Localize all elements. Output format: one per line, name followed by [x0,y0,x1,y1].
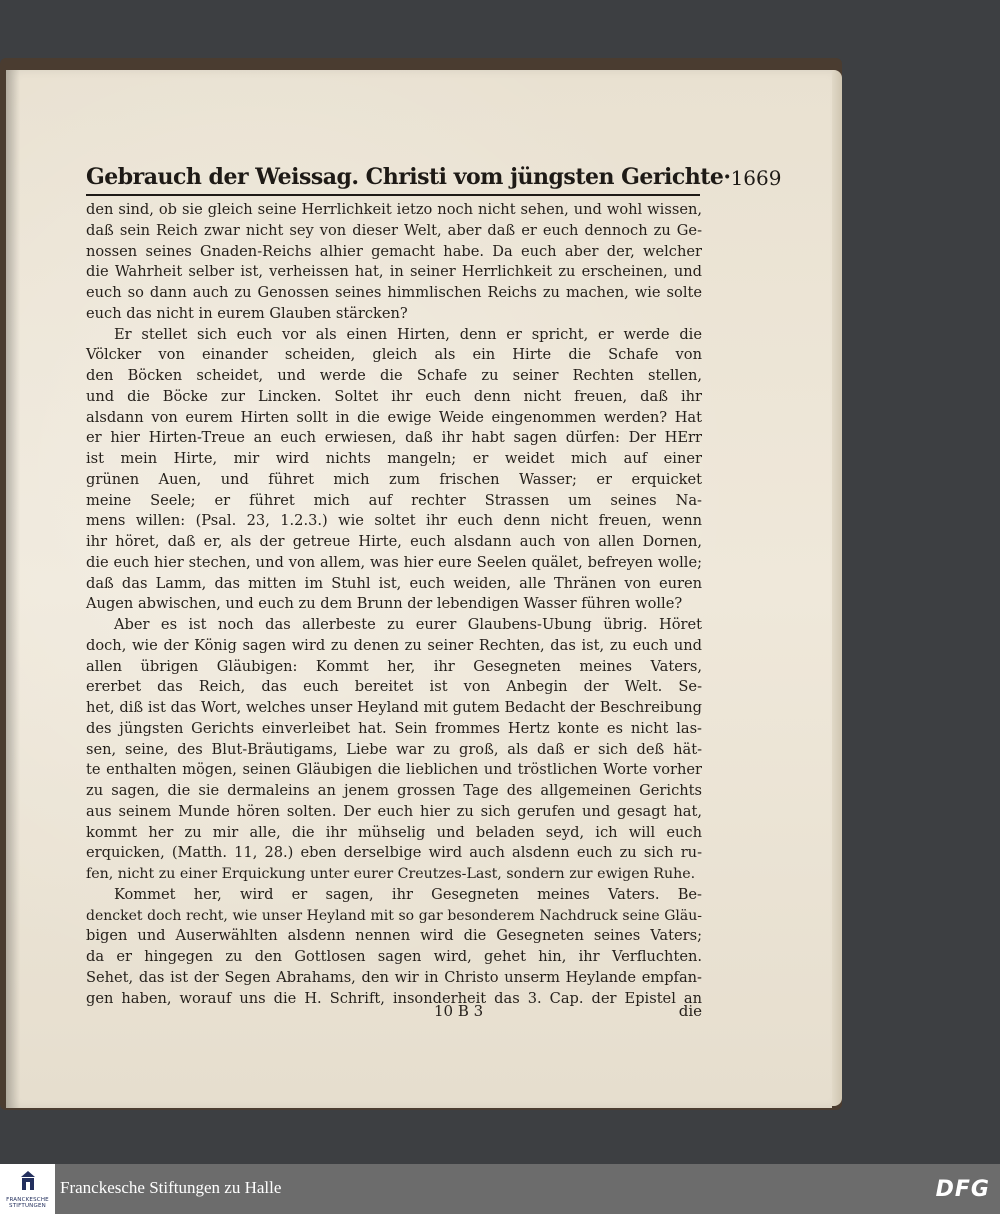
text-line: des jüngsten Gerichts einverleibet hat. Sein frommes Hertz konte es nicht las- [86,719,702,737]
text-line: mens willen: (Psal. 23, 1.2.3.) wie soltet ihr euch denn nicht freuen, wenn [86,512,702,530]
text-line: kommt her zu mir alle, die ihr mühselig und beladen seyd, ich will euch [86,823,702,841]
text-line: te enthalten mögen, seinen Gläubigen die lieblichen und tröstlichen Worte vorher [86,761,702,779]
running-head [86,156,782,196]
text-line: daß das Lamm, das mitten im Stuhl ist, euch weiden, alle Thränen von euren [86,574,702,592]
body-text [86,200,702,1009]
text-line: euch so dann auch zu Genossen seines himmlischen Reichs zu machen, wie solte [86,284,702,301]
page-number: 1669 [730,166,782,190]
text-line: sen, seine, des Blut-Bräutigams, Liebe war zu groß, als daß er sich deß hät- [86,740,702,758]
text-line: gen haben, worauf uns die H. Schrift, insonderheit das 3. Cap. der Epistel an [86,989,702,1007]
text-line: die euch hier stechen, und von allem, was hier eure Seelen quälet, befreyen wolle; [86,553,702,571]
text-line: Völcker von einander scheiden, gleich als ein Hirte die Schafe von [86,346,702,364]
text-line: Sehet, das ist der Segen Abrahams, den wir in Christo unserm Heylande empfan- [86,968,702,986]
signature-mark: 10 B 3 [434,1002,484,1020]
text-line: den sind, ob sie gleich seine Herrlichkeit ietzo noch nicht sehen, und wohl wissen, [86,201,702,218]
text-line: meine Seele; er führet mich auf rechter Strassen um seines Na- [86,491,702,509]
text-line: nossen seines Gnaden-Reichs alhier gemacht habe. Da euch aber der, welcher [86,242,702,260]
building-icon [21,1171,35,1191]
spine-shadow [6,70,20,1108]
text-line: allen übrigen Gläubigen: Kommt her, ihr Gesegneten meines Vaters, [86,657,702,675]
text-line: zu sagen, die sie dermaleins an jenem grossen Tage des allgemeinen Gerichts [86,782,702,799]
text-line: bigen und Auserwählten alsdenn nennen wird die Gesegneten seines Vaters; [86,927,702,945]
text-line: doch, wie der König sagen wird zu denen zu seiner Rechten, das ist, zu euch und [86,636,702,654]
text-line: Kommet her, wird er sagen, ihr Gesegneten meines Vaters. Be- [114,885,702,903]
text-line: aus seinem Munde hören solten. Der euch hier zu sich gerufen und gesagt hat, [86,802,702,820]
institution-name[interactable]: Franckesche Stiftungen zu Halle [60,1178,282,1197]
text-line: fen, nicht zu einer Erquickung unter eurer Creutzes-Last, sondern zur ewigen Ruhe. [86,866,696,882]
text-line: Augen abwischen, und euch zu dem Brunn der lebendigen Wasser führen wolle? [86,595,683,613]
dfg-logo[interactable]: DFG [935,1177,990,1202]
page-foot [86,1002,702,1024]
text-line: und die Böcke zur Lincken. Soltet ihr euch denn nicht freuen, daß ihr [86,387,702,405]
catchword: die [678,1002,702,1020]
text-line: daß sein Reich zwar nicht sey von dieser Welt, aber daß er euch dennoch zu Ge- [86,221,702,239]
text-line: Er stellet sich euch vor als einen Hirten, denn er spricht, er werde die [114,325,702,343]
text-line: grünen Auen, und führet mich zum frischen Wasser; er erquicket [86,470,702,488]
running-head-title: Gebrauch der Weissag. Christi vom jüngsten Gerichte· [86,164,731,190]
text-line: Aber es ist noch das allerbeste zu eurer Glaubens-Ubung übrig. Höret [114,616,702,633]
text-line: ihr höret, daß er, als der getreue Hirte, euch alsdann auch von allen Dornen, [86,533,702,550]
viewer-footer [0,1164,1000,1214]
text-line: die Wahrheit selber ist, verheissen hat, in seiner Herrlichkeit zu erscheinen, und [86,263,702,281]
franckesche-logo[interactable] [0,1164,55,1214]
text-line: er hier Hirten-Treue an euch erwiesen, daß ihr habt sagen dürfen: Der HErr [86,429,702,447]
text-line: ist mein Hirte, mir wird nichts mangeln; er weidet mich auf einer [86,450,702,467]
logo-text: FRANCKESCHE STIFTUNGEN [6,1197,49,1209]
text-line: den Böcken scheidet, und werde die Schafe zu seiner Rechten stellen, [86,367,702,384]
text-line: da er hingegen zu den Gottlosen sagen wird, gehet hin, ihr Verfluchten. [86,948,702,965]
text-line: alsdann von eurem Hirten sollt in die ewige Weide eingenommen werden? Hat [86,408,702,426]
text-line: ererbet das Reich, das euch bereitet ist von Anbegin der Welt. Se- [86,678,702,696]
text-line: erquicken, (Matth. 11, 28.) eben derselbige wird auch alsdenn euch zu sich ru- [86,844,702,862]
text-line: het, diß ist das Wort, welches unser Heyland mit gutem Bedacht der Beschreibung [86,699,702,716]
text-line: dencket doch recht, wie unser Heyland mit so gar besonderem Nachdruck seine Gläu- [86,907,702,924]
text-line: euch das nicht in eurem Glauben stärcken? [86,304,408,322]
